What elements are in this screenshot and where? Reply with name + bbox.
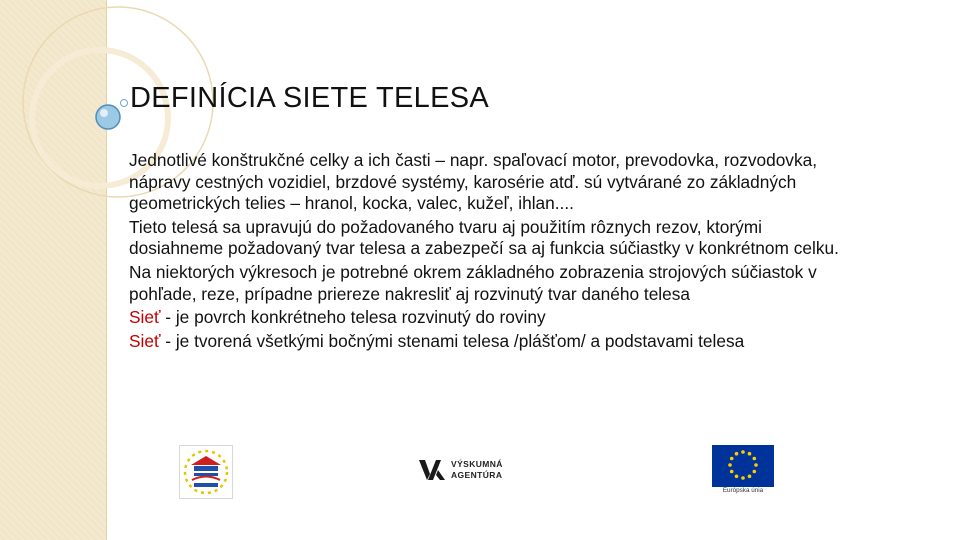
paragraph-definition-surface <box>129 307 839 329</box>
agency-name <box>451 459 503 480</box>
esf-education-emblem-icon <box>179 445 233 499</box>
agency-name-line2: AGENTÚRA <box>451 469 503 480</box>
agency-name-line1: VÝSKUMNÁ <box>451 459 503 469</box>
eu-caption: Európska únia <box>722 487 764 494</box>
slide-body <box>129 150 839 354</box>
eu-logo <box>712 445 774 500</box>
paragraph-intro: Jednotlivé konštrukčné celky a ich časti – napr. spaľovací motor, prevodovka, rozvodovka, nápravy cestných vozidiel, brzdové systémy, karosérie atď. sú vytvárané zo základných geometrických telies – hranol, kocka, valec, kužeľ, ihlan.... <box>129 150 818 214</box>
eu-flag-icon <box>712 445 774 487</box>
paragraph-definition-faces <box>129 331 839 353</box>
definition-text: - je povrch konkrétneho telesa rozvinutý do roviny <box>160 307 546 328</box>
agency-mark-icon <box>417 456 447 484</box>
paragraph-cuts: Tieto telesá sa upravujú do požadovaného tvaru aj použitím rôznych rezov, ktorými dosiahneme požadovaný tvar telesa a zabezpečí sa aj funkcia súčiastky v konkrétnom celku. <box>129 216 839 259</box>
vyskumna-agentura-logo <box>417 456 547 484</box>
definition-text: - je tvorená všetkými bočnými stenami telesa /plášťom/ a podstavami telesa <box>160 330 745 351</box>
slide-title: DEFINÍCIA SIETE TELESA <box>130 82 490 114</box>
term-siet: Sieť <box>129 307 161 328</box>
term-siet: Sieť <box>129 330 161 351</box>
paragraph-drawings: Na niektorých výkresoch je potrebné okrem základného zobrazenia strojových súčiastok v pohľade, reze, prípadne priereze nakresliť aj rozvinutý tvar daného telesa <box>129 261 817 304</box>
